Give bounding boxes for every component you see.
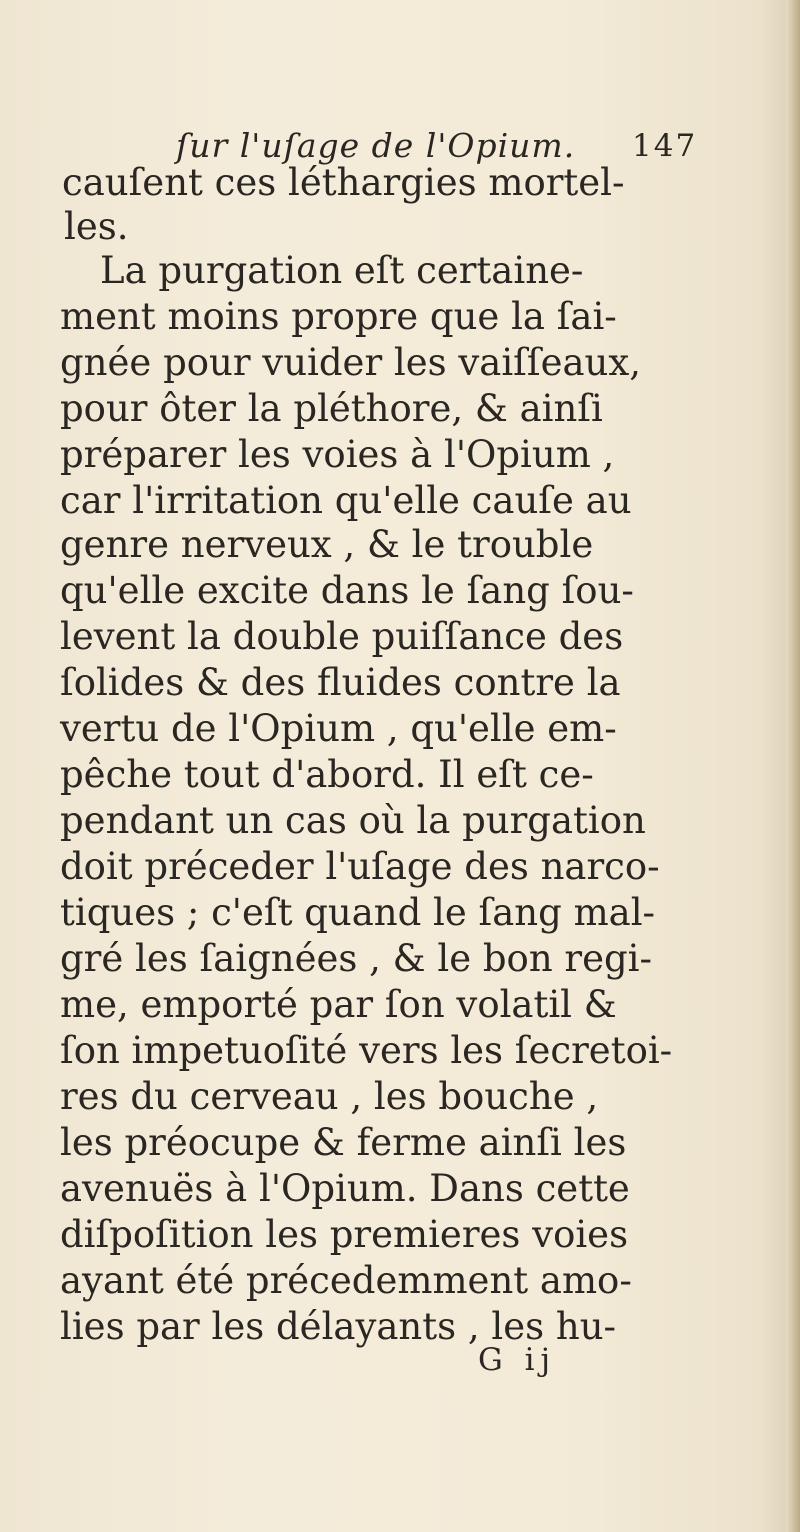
page-number: 147: [632, 128, 698, 164]
text-line: gnée pour vuider les vaiſſeaux,: [60, 341, 641, 384]
text-line: pendant un cas où la purgation: [60, 799, 646, 842]
text-line: genre nerveux , & le trouble: [60, 523, 594, 566]
text-line: vertu de l'Opium , qu'elle em-: [60, 707, 617, 750]
text-line: gré les ſaignées , & le bon regi-: [60, 937, 653, 980]
text-line: doit préceder l'uſage des narco-: [60, 845, 660, 888]
text-line: La purgation eſt certaine-: [100, 249, 584, 292]
text-line: avenuës à l'Opium. Dans cette: [60, 1167, 630, 1210]
text-line: car l'irritation qu'elle cauſe au: [60, 479, 632, 522]
page-edge: [786, 0, 800, 1532]
text-line: ſon impetuoſité vers les ſecretoi-: [60, 1029, 673, 1072]
text-line: les.: [64, 205, 129, 248]
text-line: tiques ; c'eſt quand le ſang mal-: [60, 891, 656, 934]
text-line: me, emporté par ſon volatil &: [60, 983, 617, 1026]
text-line: pour ôter la pléthore, & ainſi: [60, 387, 603, 430]
signature-mark: G ij: [478, 1342, 557, 1378]
text-line: ayant été précedemment amo-: [60, 1259, 632, 1302]
text-line: préparer les voies à l'Opium ,: [60, 433, 615, 476]
text-line: cauſent ces léthargies mortel-: [62, 161, 625, 204]
text-line: qu'elle excite dans le ſang ſou-: [60, 569, 634, 612]
text-line: pêche tout d'abord. Il eſt ce-: [60, 753, 594, 796]
text-line: lies par les délayants , les hu-: [60, 1305, 617, 1348]
text-line: res du cerveau , les bouche ,: [60, 1075, 599, 1118]
running-title: ſur l'uſage de l'Opium.: [176, 126, 576, 165]
text-line: ment moins propre que la ſai-: [60, 295, 617, 338]
text-line: levent la double puiſſance des: [60, 615, 624, 658]
text-line: diſpoſition les premieres voies: [60, 1213, 629, 1256]
text-line: les préocupe & ferme ainſi les: [60, 1121, 627, 1164]
text-line: ſolides & des fluides contre la: [60, 661, 621, 704]
